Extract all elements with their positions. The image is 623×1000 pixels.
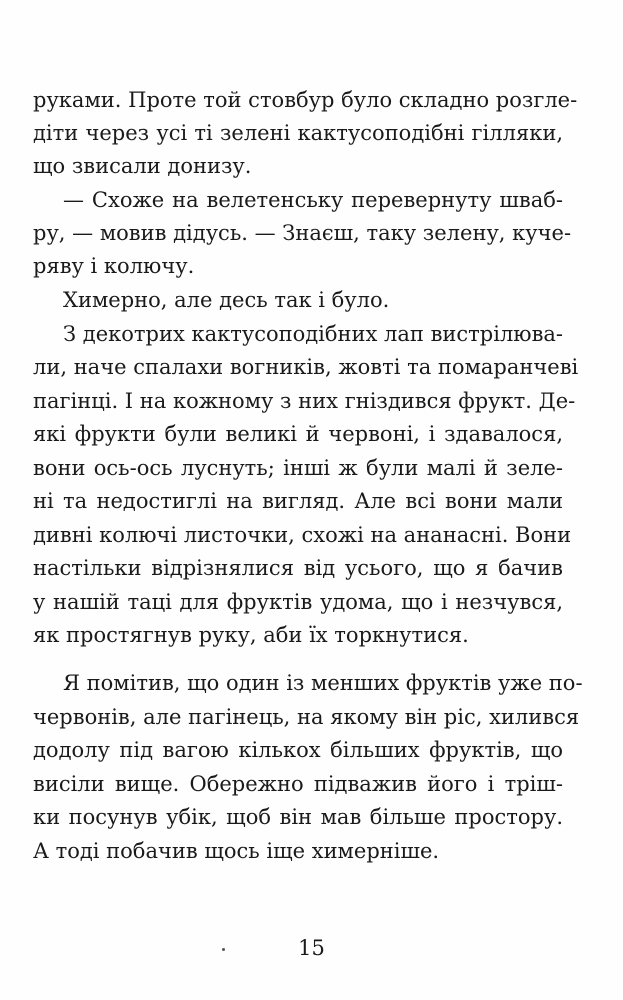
text-line: З декотрих кактусоподібних лап вистрілюва- <box>63 322 564 346</box>
page-number: 15 <box>298 936 325 960</box>
text-line: — Схоже на велетенську перевернуту шваб- <box>63 188 563 212</box>
text-line: додолу під вагою кількох більших фруктів, що <box>33 738 563 762</box>
text-line: А тоді побачив щось іще химерніше. <box>33 839 440 863</box>
text-line: червонів, але пагінець, на якому він ріс, хилився <box>33 705 580 729</box>
text-line: Химерно, але десь так і було. <box>63 288 390 312</box>
text-line: діти через усі ті зелені кактусоподібні гілляки, <box>33 121 563 145</box>
text-line: Я помітив, що один із менших фруктів уже по- <box>63 671 583 695</box>
text-line: ряву і колючу. <box>33 254 195 278</box>
text-line: що звисали донизу. <box>33 154 252 178</box>
text-line: висіли вище. Обережно підважив його і тріш- <box>33 772 563 796</box>
text-line: пагінці. І на кожному з них гніздився фрукт. Де- <box>33 389 576 413</box>
text-line: ру, — мовив дідусь. — Знаєш, таку зелену, куче- <box>33 221 572 245</box>
text-line: руками. Проте той стовбур було складно розгле- <box>33 88 578 112</box>
text-line: дивні колючі листочки, схожі на ананасні. Вони <box>33 523 572 547</box>
text-line: які фрукти були великі й червоні, і здавалося, <box>33 422 563 446</box>
text-line: як простягнув руку, аби їх торкнутися. <box>33 623 469 647</box>
text-line: настільки відрізнялися від усього, що я бачив <box>33 556 563 580</box>
text-line: ли, наче спалахи вогників, жовті та помаранчеві <box>33 355 579 379</box>
text-line: у нашій таці для фруктів удома, що і незчувся, <box>33 590 563 614</box>
text-line: вони ось-ось луснуть; інші ж були малі й зеле- <box>33 456 563 480</box>
text-line: ки посунув убік, щоб він мав більше простору. <box>33 805 563 829</box>
text-line: ні та недостиглі на вигляд. Але всі вони мали <box>33 489 563 513</box>
